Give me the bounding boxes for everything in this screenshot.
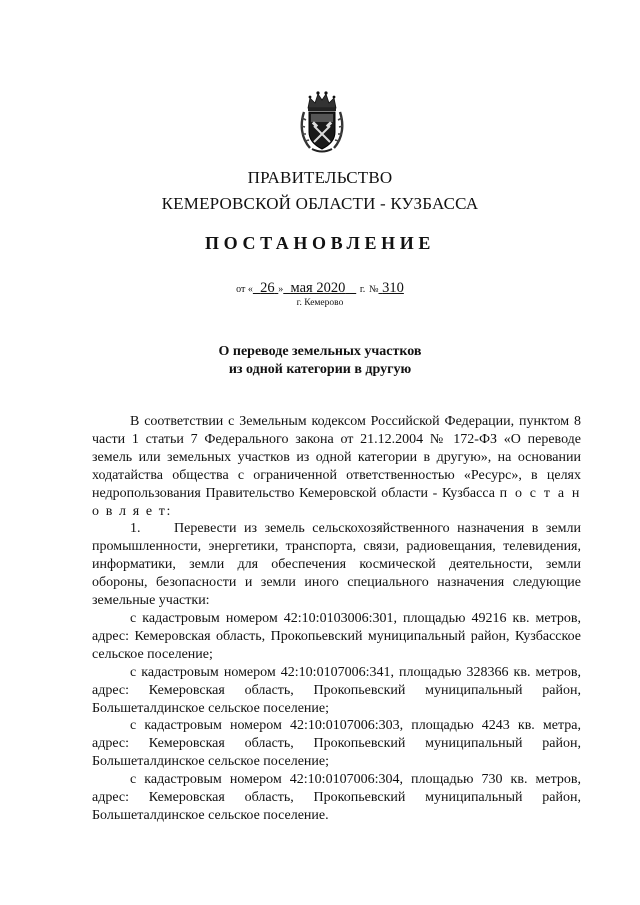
- subject-line-2: из одной категории в другую: [228, 362, 412, 377]
- decree-number: 310: [382, 280, 404, 296]
- document-body: [92, 413, 581, 825]
- item-1-paragraph: 1. Перевести из земель сельскохозяйственного назначения в земли промышленности, энергетики, транспорта, связи, радиовещания, телевидения, информатики, земли для обеспечения космической деятельности, земли обороны, безопасности и земли иного специального назначения следующие земельные участки:: [92, 521, 581, 609]
- decree-verb: п о с т а н о в л я е т:: [92, 485, 581, 519]
- subject-line-1: О переводе земельных участков: [218, 344, 422, 359]
- kemerovo-coat-of-arms-icon: [298, 86, 346, 156]
- year-suffix: г.: [359, 284, 366, 295]
- parcel-paragraph: с кадастровым номером 42:10:0103006:301, площадью 49216 кв. метров, адрес: Кемеровская область, Прокопьевский муниципальный район, Кузбасское сельское поселение;: [92, 610, 581, 662]
- parcel-paragraph: с кадастровым номером 42:10:0107006:304, площадью 730 кв. метров, адрес: Кемеровская область, Прокопьевский муниципальный район, Большеталдинское сельское поселение.: [92, 772, 581, 823]
- parcel-paragraph: с кадастровым номером 42:10:0107006:341, площадью 328366 кв. метров, адрес: Кемеровская область, Прокопьевский муниципальный район, Большеталдинское сельское поселение;: [92, 664, 581, 716]
- intro-paragraph: В соответствии с Земельным кодексом Российской Федерации, пунктом 8 части 1 статьи 7 Федерального закона от 21.12.2004 № 172-ФЗ «О переводе земель или земельных участков из одной категории в другую», на основании ходатайства общества с ограниченной ответственностью «Ресурс», в целях недропользования Правительство Кемеровской области - Кузбасса п о с т а н о в л я е т:: [92, 414, 581, 519]
- date-number-line: [0, 280, 640, 297]
- parcel-paragraph: с кадастровым номером 42:10:0107006:303, площадью 4243 кв. метра, адрес: Кемеровская область, Прокопьевский муниципальный район, Большеталдинское сельское поселение;: [92, 718, 581, 770]
- region-title: КЕМЕРОВСКОЙ ОБЛАСТИ - КУЗБАССА: [161, 194, 479, 213]
- number-sign: №: [368, 284, 379, 295]
- date-close-quote: »: [278, 284, 284, 295]
- date-prefix: от «: [236, 284, 253, 295]
- date-day: 26: [260, 280, 275, 296]
- date-month-year: мая 2020: [290, 280, 346, 296]
- government-title: ПРАВИТЕЛЬСТВО: [247, 168, 393, 187]
- item-number: 1.: [130, 521, 141, 537]
- document-type-heading: ПОСТАНОВЛЕНИЕ: [205, 233, 435, 253]
- issue-place: г. Кемерово: [296, 298, 344, 308]
